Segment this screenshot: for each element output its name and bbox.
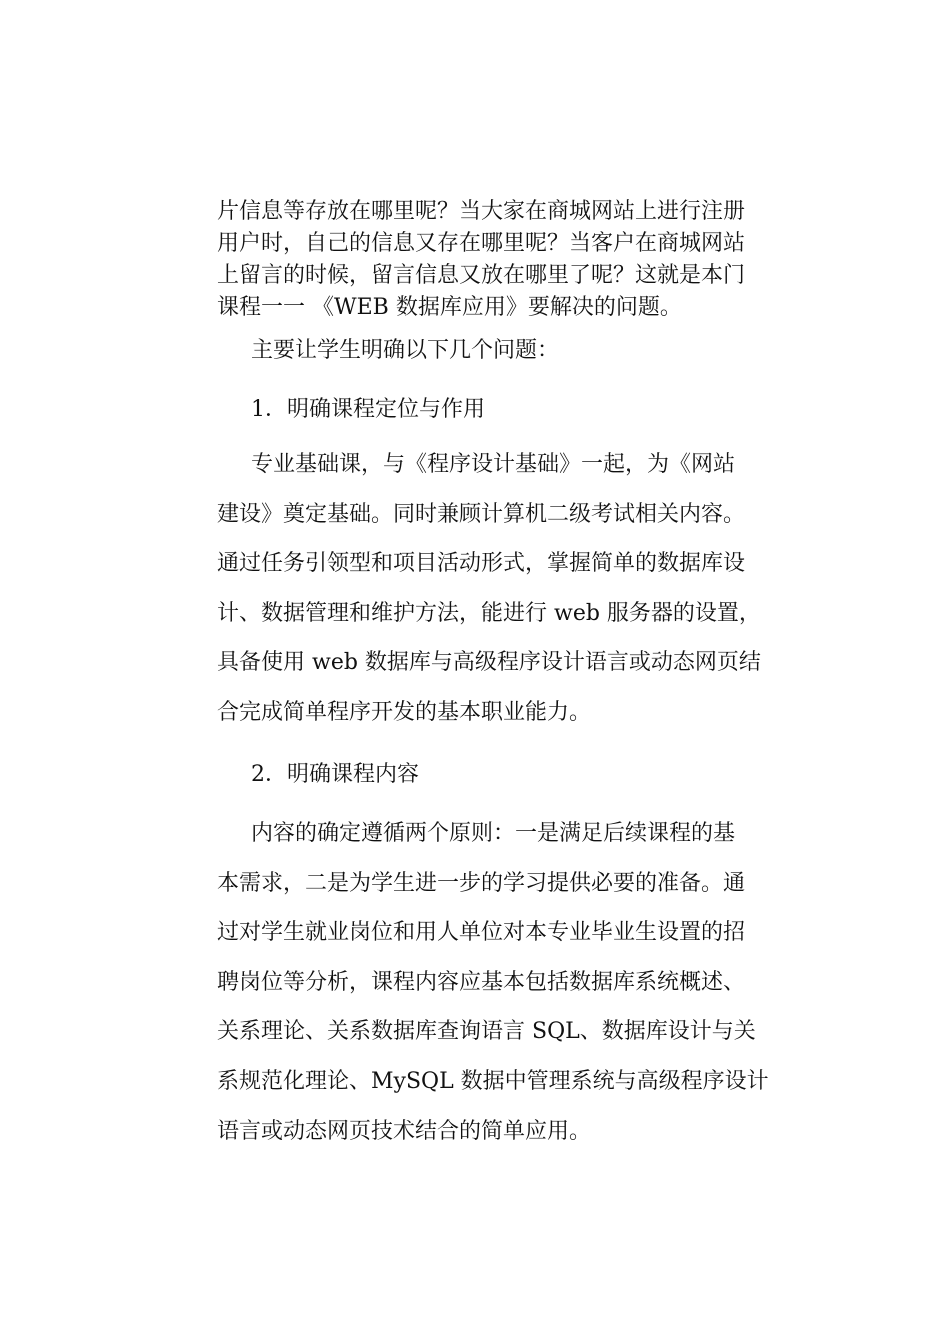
- goals-paragraph: 主要让学生明确以下几个问题：: [251, 338, 560, 363]
- section-1-line-5: 具备使用 web 数据库与高级程序设计语言或动态网页结: [217, 650, 761, 675]
- section-2-line-3: 过对学生就业岗位和用人单位对本专业毕业生设置的招: [217, 920, 746, 945]
- section-1-line-6: 合完成简单程序开发的基本职业能力。: [217, 700, 592, 725]
- section-2-line-4: 聘岗位等分析，课程内容应基本包括数据库系统概述、: [217, 970, 746, 995]
- section-2-line-5: 关系理论、关系数据库查询语言 SQL、数据库设计与关: [217, 1019, 756, 1044]
- section-2-line-1: 内容的确定遵循两个原则：一是满足后续课程的基: [251, 821, 736, 846]
- section-1-line-3: 通过任务引领型和项目活动形式，掌握简单的数据库设: [217, 551, 746, 576]
- section-2-line-6: 系规范化理论、MySQL 数据中管理系统与高级程序设计: [217, 1069, 769, 1094]
- intro-line-4: 课程一一 《WEB 数据库应用》要解决的问题。: [217, 295, 682, 320]
- section-2-heading: 2．明确课程内容: [251, 762, 419, 787]
- section-1-heading: 1．明确课程定位与作用: [251, 397, 485, 422]
- section-1-line-2: 建设》奠定基础。同时兼顾计算机二级考试相关内容。: [217, 502, 746, 527]
- intro-line-3: 上留言的时候，留言信息又放在哪里了呢？这就是本门: [217, 263, 746, 288]
- intro-line-2: 用户时，自己的信息又存在哪里呢？当客户在商城网站: [217, 231, 746, 256]
- intro-line-1: 片信息等存放在哪里呢？当大家在商城网站上进行注册: [217, 199, 746, 224]
- section-1-line-1: 专业基础课，与《程序设计基础》一起，为《网站: [251, 452, 736, 477]
- section-1-line-4: 计、数据管理和维护方法，能进行 web 服务器的设置，: [217, 601, 761, 626]
- section-2-line-7: 语言或动态网页技术结合的简单应用。: [217, 1119, 592, 1144]
- section-2-line-2: 本需求，二是为学生进一步的学习提供必要的准备。通: [217, 871, 746, 896]
